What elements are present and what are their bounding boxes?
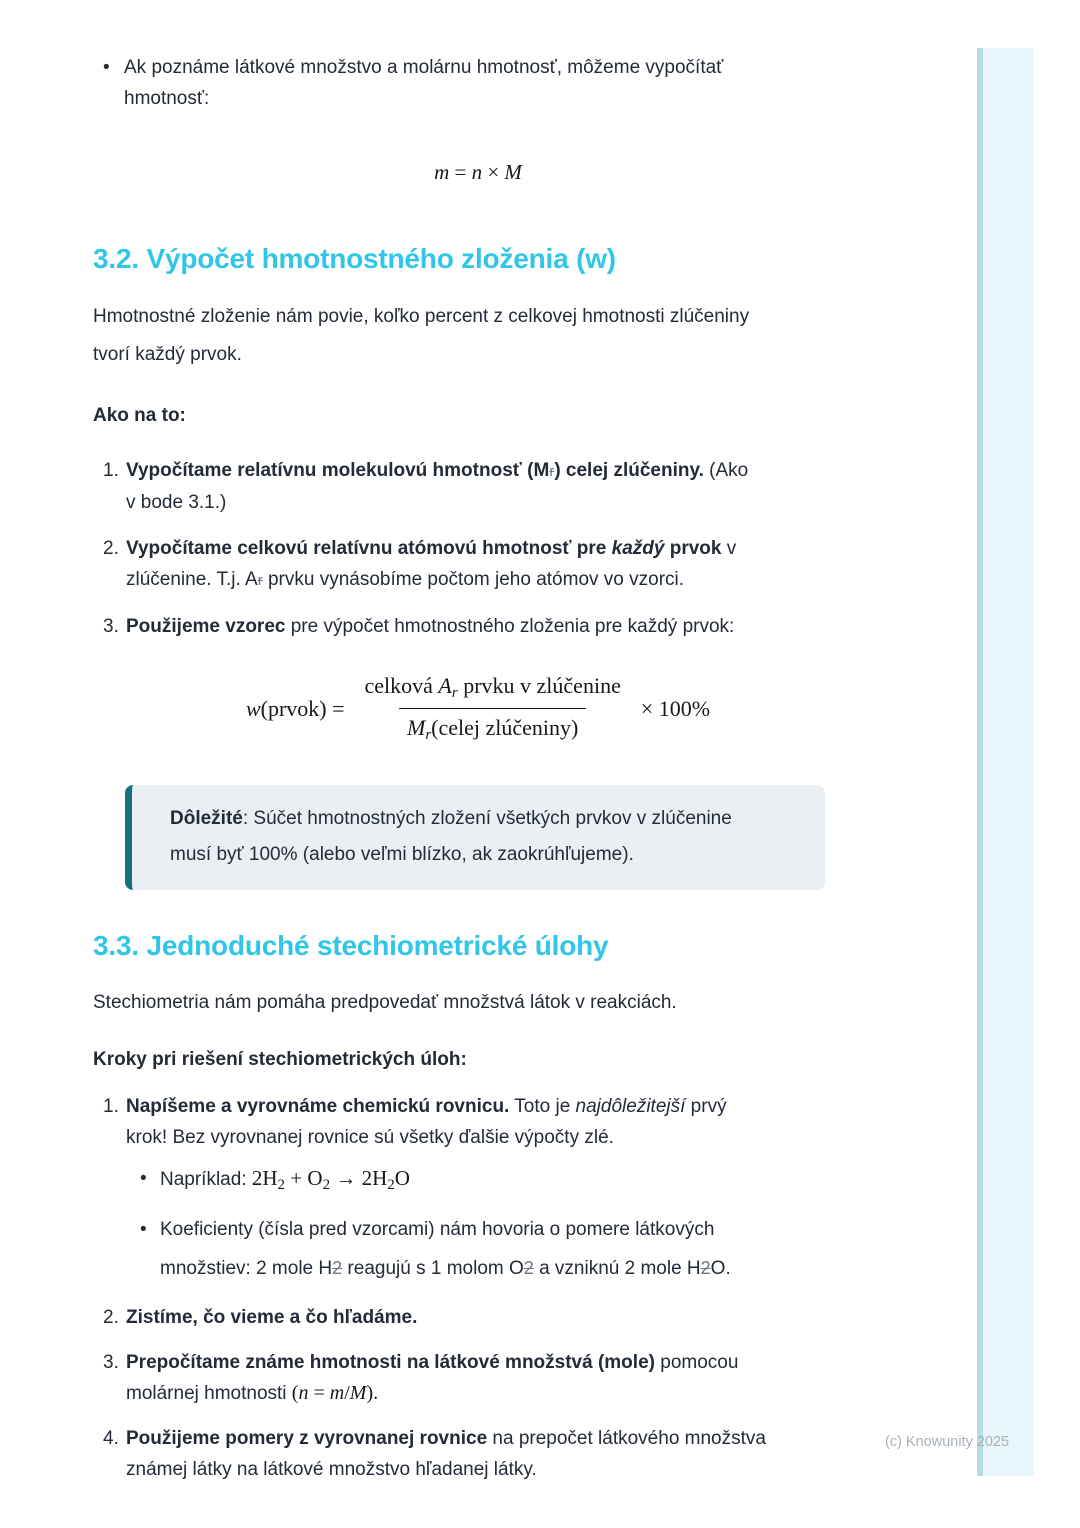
numerator-text: celková	[364, 673, 439, 698]
step-bold-text: Použijeme vzorec	[126, 616, 286, 637]
coefficients-text: O.	[710, 1257, 731, 1279]
section-33-steps	[93, 1091, 937, 1485]
var-n: n	[298, 1381, 309, 1404]
step-text: v	[721, 538, 737, 559]
step-32-3	[103, 611, 937, 642]
step-text: (Ako	[703, 460, 749, 481]
step-text: v bode 3.1.)	[126, 492, 227, 513]
slash: /	[344, 1381, 350, 1404]
chem-subscript: 2	[322, 1176, 331, 1193]
var-A: A	[438, 673, 452, 698]
step-bold-text: Zistíme, čo vieme a čo hľadáme.	[126, 1306, 418, 1328]
subscript-r: r	[451, 685, 458, 701]
paren: ).	[366, 1381, 379, 1404]
coefficients-text: a vzniknú 2 mole H	[533, 1257, 701, 1279]
chem-text: 2H	[251, 1165, 278, 1190]
denominator-text: (celej zlúčeniny)	[431, 714, 579, 740]
step-bold-text: prvok	[664, 538, 722, 559]
paren: (	[291, 1381, 299, 1404]
formula-lhs	[246, 695, 345, 723]
step-33-2	[103, 1302, 937, 1333]
step-33-1	[103, 1091, 937, 1288]
formula-rhs: × 100%	[640, 695, 711, 721]
chem-subscript: 2	[387, 1176, 395, 1193]
equals-sign: =	[449, 160, 472, 184]
section-32-lead-line-2: tvorí každý prvok.	[93, 344, 242, 365]
step-text: Toto je	[509, 1095, 576, 1117]
var-n: n	[471, 160, 483, 184]
coefficients-text: reagujú s 1 molom O	[342, 1257, 524, 1279]
step-32-1	[103, 455, 937, 518]
step-italic-text: najdôležitejší	[575, 1095, 686, 1117]
fraction-numerator	[357, 672, 629, 708]
step-bold-text: Vypočítame relatívnu molekulovú hmotnosť (M	[126, 460, 550, 481]
intro-bullet-line-1: Ak poznáme látkové množstvo a molárnu hmotnosť, môžeme vypočítať	[124, 57, 724, 78]
step-number: 1.	[103, 1095, 119, 1117]
subscript-2: 2	[700, 1257, 711, 1278]
copyright-notice: (c) Knowunity 2025	[885, 1434, 1010, 1450]
chem-formula	[251, 1165, 410, 1193]
intro-bullet-text	[124, 52, 723, 114]
step-body	[126, 1302, 417, 1333]
step-32-2	[103, 533, 937, 596]
var-M: M	[406, 714, 426, 740]
page-edge-strip	[977, 48, 1034, 1476]
numerator-text: prvku v zlúčenine	[457, 673, 621, 698]
equals-sign: =	[308, 1381, 330, 1404]
step-number: 1.	[103, 460, 119, 481]
step-bold-italic-text: každý	[611, 538, 665, 559]
step-33-3	[103, 1347, 937, 1409]
steps-label: Kroky pri riešení stechiometrických úloh:	[93, 1048, 467, 1070]
step-bold-text: Napíšeme a vyrovnáme chemickú rovnicu.	[126, 1095, 510, 1117]
fraction	[357, 672, 629, 745]
callout-text: musí byť 100% (alebo veľmi blízko, ak zaokrúhľujeme).	[170, 843, 634, 865]
step-body	[126, 1091, 731, 1288]
step-body	[126, 1423, 766, 1485]
chem-text: + O	[285, 1165, 323, 1190]
step-number: 3.	[103, 616, 119, 637]
fraction-denominator	[399, 708, 586, 745]
mass-fraction-formula	[93, 672, 863, 745]
step-bold-text: Prepočítame známe hmotnosti na látkové množstvá (mole)	[126, 1351, 655, 1373]
intro-bullet-item	[93, 52, 937, 114]
step-body	[126, 455, 748, 518]
callout-title: Dôležité	[170, 807, 243, 829]
step-text: pre výpočet hmotnostného zloženia pre každý prvok:	[285, 616, 735, 637]
step-number: 2.	[103, 1306, 119, 1328]
step-number: 2.	[103, 538, 119, 559]
step-text: krok! Bez vyrovnanej rovnice sú všetky ďalšie výpočty zlé.	[126, 1126, 614, 1148]
mass-formula	[93, 160, 863, 185]
molar-mass-formula	[292, 1382, 378, 1404]
var-M: M	[504, 160, 522, 184]
step-text: na prepočet látkového množstva	[487, 1427, 766, 1449]
step-bold-text: Vypočítame celkovú relatívnu atómovú hmotnosť pre	[126, 538, 612, 559]
step-number: 4.	[103, 1427, 119, 1449]
chem-text: → 2H	[330, 1165, 388, 1190]
how-to-label: Ako na to:	[93, 405, 186, 426]
step-33-4	[103, 1423, 937, 1485]
section-33-heading: 3.3. Jednoduché stechiometrické úlohy	[93, 929, 609, 961]
callout-text: : Súčet hmotnostných zložení všetkých prvkov v zlúčenine	[242, 807, 732, 829]
step-text: známej látky na látkové množstvo hľadanej látky.	[126, 1458, 537, 1480]
intro-bullet-line-2: hmotnosť:	[124, 88, 210, 109]
example-bullet	[140, 1163, 731, 1201]
var-w: w	[245, 695, 261, 721]
section-32-lead	[93, 298, 937, 374]
coefficients-bullet	[140, 1211, 731, 1288]
section-32-lead-line-1: Hmotnostné zloženie nám povie, koľko percent z celkovej hmotnosti zlúčeniny	[93, 306, 750, 327]
chem-subscript: 2	[277, 1176, 286, 1193]
step-bold-text: Použijeme pomery z vyrovnanej rovnice	[126, 1427, 488, 1449]
step-body	[126, 533, 736, 596]
step-body	[126, 1347, 738, 1409]
section-32-heading: 3.2. Výpočet hmotnostného zloženia (w)	[93, 243, 616, 274]
section-33-lead: Stechiometria nám pomáha predpovedať množstvá látok v reakciách.	[93, 991, 677, 1013]
example-label: Napríklad:	[160, 1168, 252, 1190]
times-sign: ×	[482, 160, 505, 184]
lhs-text: (prvok) =	[260, 695, 345, 721]
step-text: prvý	[685, 1095, 727, 1117]
step-text: molárnej hmotnosti	[126, 1382, 292, 1404]
important-callout	[125, 785, 825, 890]
step-body	[126, 611, 734, 642]
subscript-2: 2	[332, 1257, 343, 1278]
section-32-steps	[93, 455, 937, 642]
subscript-r: r	[549, 463, 555, 480]
step-text: zlúčenine. T.j. A	[126, 569, 258, 590]
var-M: M	[349, 1381, 367, 1404]
subscript-r: r	[257, 572, 263, 589]
subscript-2: 2	[523, 1257, 534, 1278]
var-m: m	[434, 160, 450, 184]
step-bold-text: ) celej zlúčeniny.	[554, 460, 704, 481]
subscript-r: r	[425, 726, 432, 743]
bullet-icon: •	[140, 1167, 147, 1189]
coefficients-text: množstiev: 2 mole H	[160, 1257, 333, 1279]
var-m: m	[329, 1381, 345, 1404]
bullet-icon: •	[103, 57, 110, 78]
step-text: pomocou	[654, 1351, 739, 1373]
chem-equation	[160, 1163, 410, 1201]
chem-text: O	[394, 1165, 410, 1190]
step-text: prvku vynásobíme počtom jeho atómov vo vzorci.	[262, 569, 685, 590]
coefficients-text	[160, 1211, 731, 1288]
step-number: 3.	[103, 1351, 119, 1373]
bullet-icon: •	[140, 1218, 147, 1240]
coefficients-line-1: Koeficienty (čísla pred vzorcami) nám hovoria o pomere látkových	[160, 1218, 715, 1240]
